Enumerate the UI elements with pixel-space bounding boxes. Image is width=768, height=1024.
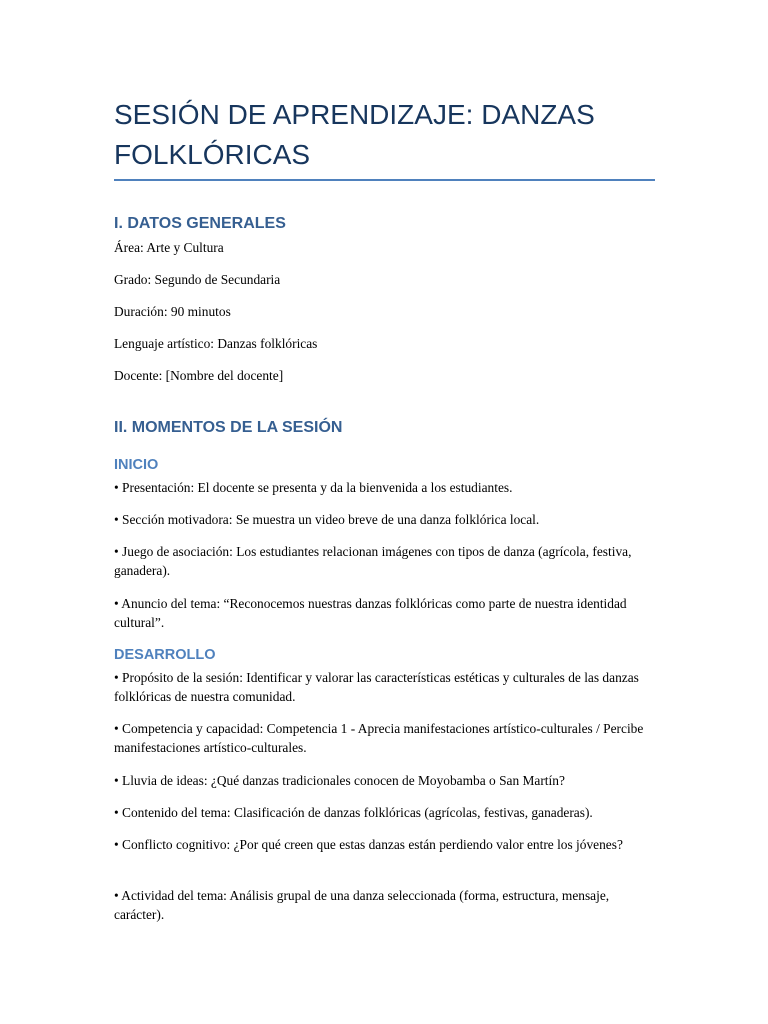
desarrollo-item: • Propósito de la sesión: Identificar y valorar las características estéticas y culturales de las danzas folklóricas de nuestra comunidad. <box>114 670 639 704</box>
inicio-item: • Presentación: El docente se presenta y da la bienvenida a los estudiantes. <box>114 480 513 495</box>
document-title: SESIÓN DE APRENDIZAJE: DANZAS FOLKLÓRICAS <box>114 99 595 170</box>
desarrollo-item: • Actividad del tema: Análisis grupal de una danza seleccionada (forma, estructura, mensaje, carácter). <box>114 888 610 922</box>
desarrollo-item: • Contenido del tema: Clasificación de danzas folklóricas (agrícolas, festivas, ganaderas). <box>114 805 593 820</box>
datos-area: Área: Arte y Cultura <box>114 240 224 255</box>
heading-momentos-sesion: II. MOMENTOS DE LA SESIÓN <box>114 419 343 436</box>
title-divider <box>114 179 655 181</box>
inicio-item: • Sección motivadora: Se muestra un video breve de una danza folklórica local. <box>114 512 540 527</box>
heading-datos-generales: I. DATOS GENERALES <box>114 215 286 232</box>
subheading-inicio: INICIO <box>114 457 159 473</box>
datos-lenguaje: Lenguaje artístico: Danzas folklóricas <box>114 336 318 351</box>
datos-duracion: Duración: 90 minutos <box>114 304 231 319</box>
desarrollo-item: • Lluvia de ideas: ¿Qué danzas tradicionales conocen de Moyobamba o San Martín? <box>114 773 565 788</box>
datos-docente: Docente: [Nombre del docente] <box>114 368 284 383</box>
desarrollo-item: • Competencia y capacidad: Competencia 1 - Aprecia manifestaciones artístico-culturales / Percibe manifestaciones artístico-culturales. <box>114 721 644 755</box>
subheading-desarrollo: DESARROLLO <box>114 647 216 663</box>
datos-grado: Grado: Segundo de Secundaria <box>114 272 281 287</box>
inicio-item: • Anuncio del tema: “Reconocemos nuestras danzas folklóricas como parte de nuestra identidad cultural”. <box>114 596 627 630</box>
desarrollo-item: • Conflicto cognitivo: ¿Por qué creen que estas danzas están perdiendo valor entre los jóvenes? <box>114 837 623 852</box>
inicio-item: • Juego de asociación: Los estudiantes relacionan imágenes con tipos de danza (agrícola, festiva, ganadera). <box>114 544 632 578</box>
